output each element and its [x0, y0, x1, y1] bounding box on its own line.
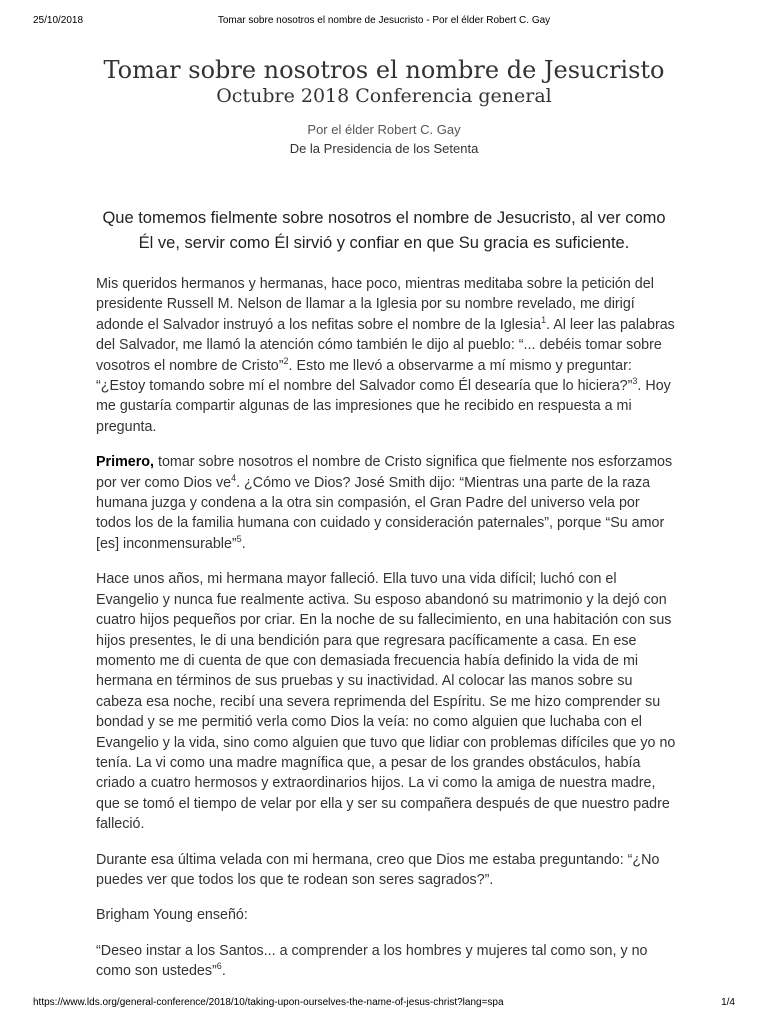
p2-text-b: . ¿Cómo ve Dios? José Smith dijo: “Mientras una parte de la raza humana juzga y condena a la otra sin compasión, el Gran Padre del universo vela por todos los de la familia humana con cuidado y consideración paternales”, porque “Su amor [es] inconmensurable” [96, 474, 665, 552]
print-doc-title: Tomar sobre nosotros el nombre de Jesucristo - Por el élder Robert C. Gay [217, 15, 551, 26]
paragraph-6-quote [96, 941, 677, 982]
article-author: Por el élder Robert C. Gay [307, 122, 461, 137]
print-footer [33, 997, 735, 1011]
footnote-ref-6[interactable]: 6 [216, 961, 222, 972]
p1-text-c: . Esto me llevó a observarme a mí mismo y preguntar: “¿Estoy tomando sobre mí el nombre del Salvador como Él desearía que lo hiciera?” [96, 357, 633, 395]
footnote-ref-2[interactable]: 2 [283, 355, 289, 366]
paragraph-4: Durante esa última velada con mi hermana, creo que Dios me estaba preguntando: “¿No puedes ver que todos los que te rodean son seres sagrados?”. [96, 851, 660, 888]
article-kicker: Que tomemos fielmente sobre nosotros el nombre de Jesucristo, al ver como Él ve, servir como Él sirvió y confiar en que Su gracia es suficiente. [102, 209, 666, 252]
paragraph-5: Brigham Young enseñó: [96, 907, 248, 924]
article-author-role: De la Presidencia de los Setenta [289, 141, 479, 156]
footnote-ref-4[interactable]: 4 [231, 472, 237, 483]
p2-text-a: tomar sobre nosotros el nombre de Cristo significa que fielmente nos esforzamos por ver como Dios ve [96, 454, 673, 491]
article-subtitle: Octubre 2018 Conferencia general [216, 85, 552, 107]
print-date: 25/10/2018 [33, 15, 84, 26]
footnote-ref-3[interactable]: 3 [632, 376, 638, 387]
p2-text-c: . [241, 535, 246, 552]
p1-text-a: Mis queridos hermanos y hermanas, hace poco, mientras meditaba sobre la petición del presidente Russell M. Nelson de llamar a la Iglesia por su nombre revelado, me dirigí adonde el Salvador instruyó a los nefitas sobre el nombre de la Iglesia [96, 276, 654, 333]
paragraph-3: Hace unos años, mi hermana mayor falleció. Ella tuvo una vida difícil; luchó con el Evangelio y nunca fue realmente activa. Su esposo abandonó su matrimonio y la dejó con cuatro hijos pequeños por criar. En la noche de su fallecimiento, en una habitación con sus hijos presentes, le di una bendición para que regresara pacíficamente a casa. En ese momento me di cuenta de que con demasiada frecuencia había definido la vida de mi hermana en términos de sus pruebas y su inactividad. Al colocar las manos sobre su cabeza esa noche, recibí una severa reprimenda del Espíritu. Se me hizo comprender su bondad y se me permitió verla como Dios la veía: no como alguien que luchaba con el Evangelio y la vida, sino como alguien que tuvo que lidiar con problemas difíciles que yo no tenía. La vi como una madre magnífica que, a pesar de los grandes obstáculos, había criado a cuatro hermosos y extraordinarios hijos. La vi como la amiga de nuestra madre, que se tomó el tiempo de velar por ella y ser su compañera después de que nuestro padre falleció. [96, 571, 676, 833]
p1-text-b: . Al leer las palabras del Salvador, me llamó la atención cómo también le dijo al pueblo: “... debéis tomar sobre vosotros el nombre de Cristo” [96, 316, 675, 374]
p6-text-a: “Deseo instar a los Santos... a comprender a los hombres y mujeres tal como son, y no como son ustedes” [96, 942, 648, 980]
footnote-ref-1[interactable]: 1 [541, 315, 547, 326]
article-title: Tomar sobre nosotros el nombre de Jesucristo [103, 56, 665, 84]
paragraph-1 [96, 274, 677, 437]
article-body [96, 274, 677, 997]
p6-text-b: . [221, 963, 226, 980]
print-header [33, 15, 735, 29]
print-url: https://www.lds.org/general-conference/2018/10/taking-upon-ourselves-the-name-of-jesus-christ?lang=spa [33, 997, 504, 1008]
footnote-ref-5[interactable]: 5 [236, 534, 242, 545]
print-page-number: 1/4 [721, 997, 735, 1008]
p2-lead: Primero, [96, 454, 155, 471]
p1-text-d: . Hoy me gustaría compartir algunas de las impresiones que he recibido en respuesta a mi pregunta. [96, 378, 671, 435]
paragraph-2 [96, 452, 677, 554]
